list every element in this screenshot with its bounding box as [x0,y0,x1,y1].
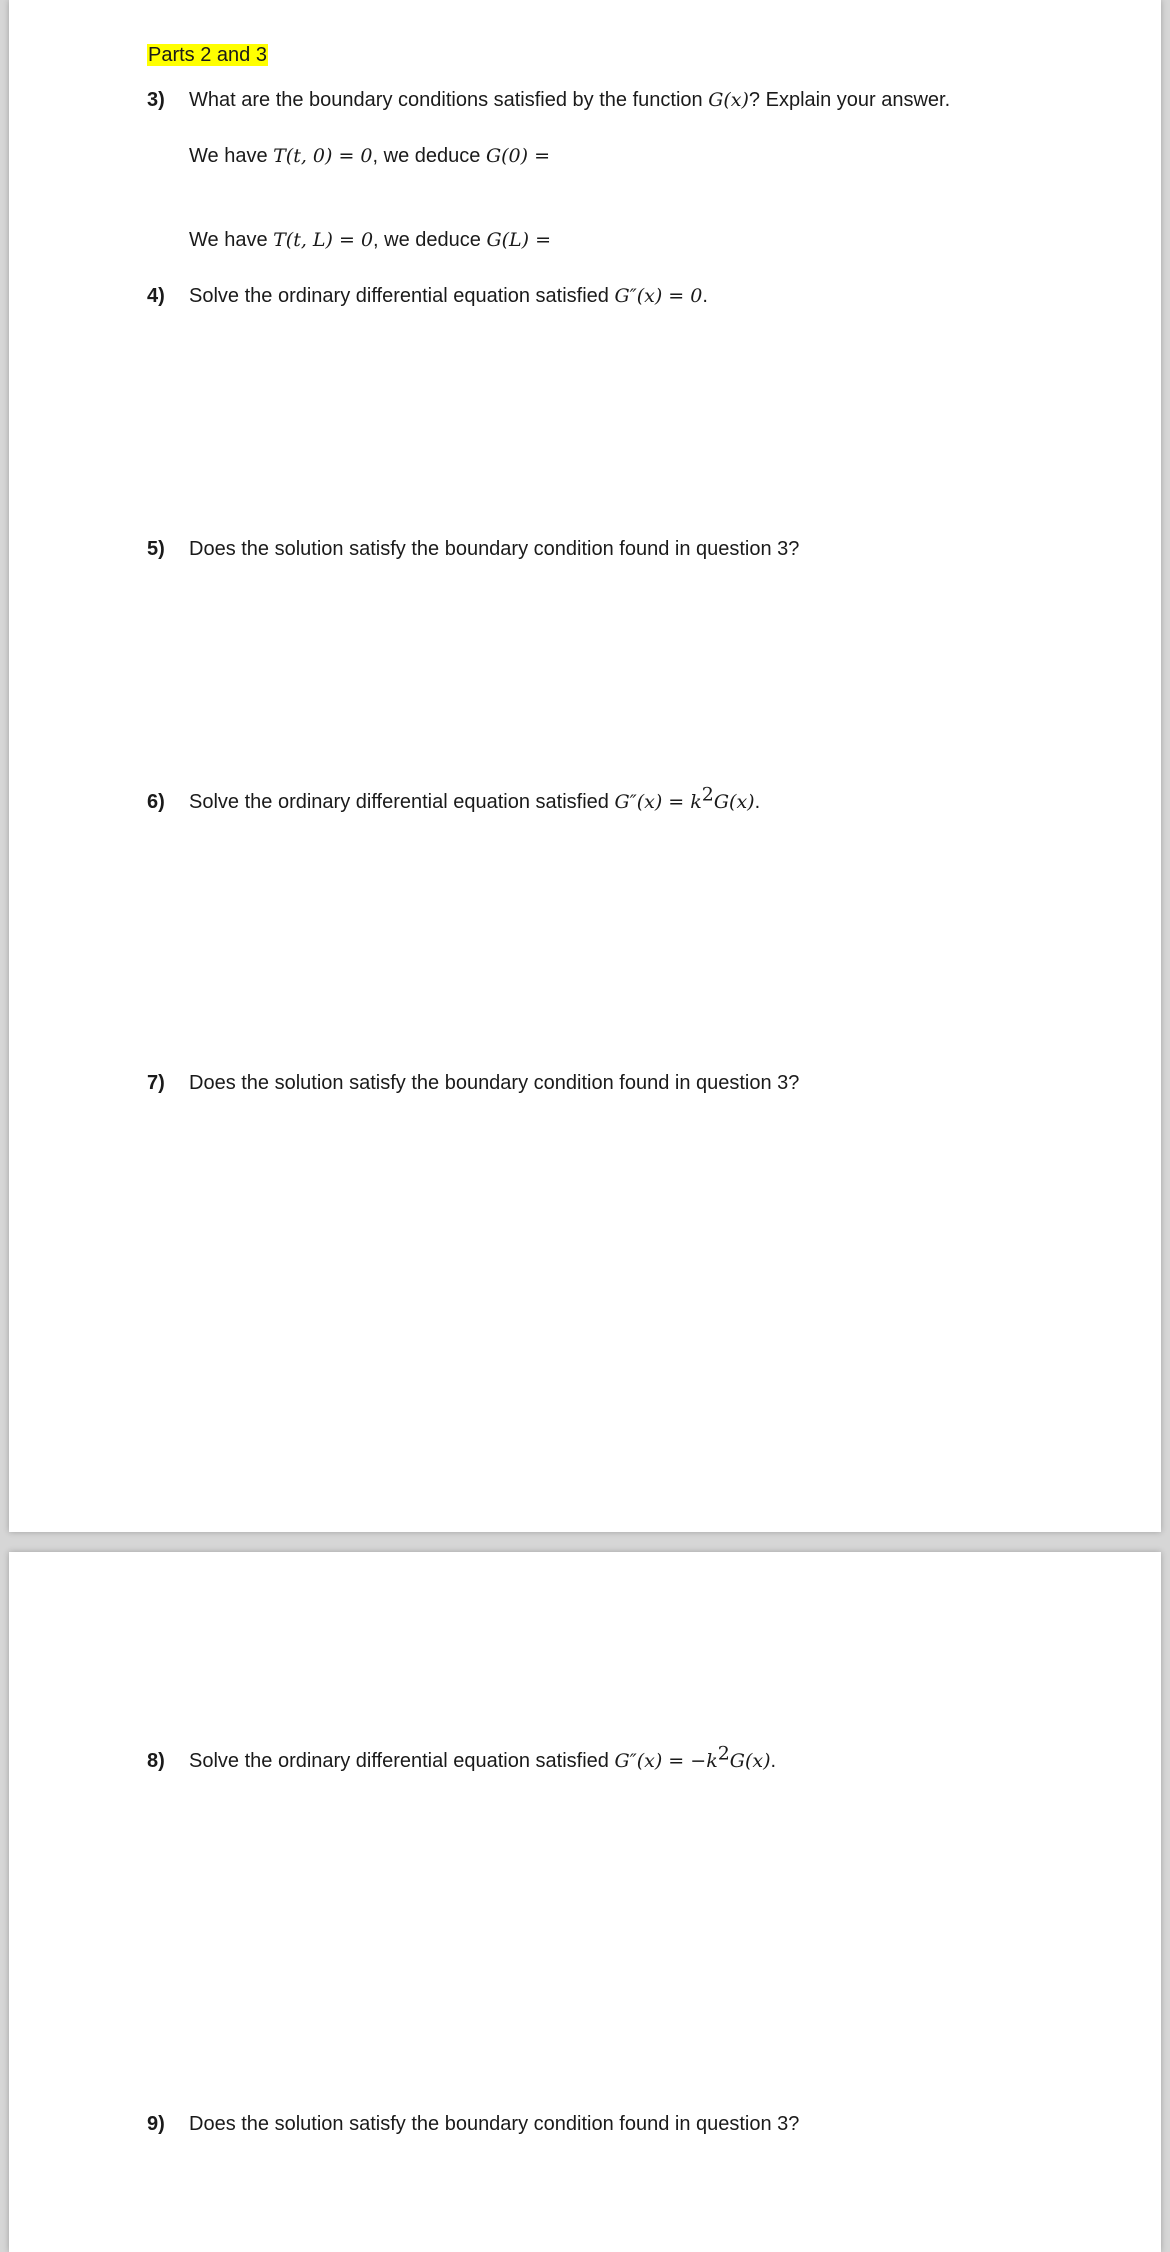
section-title [147,42,268,68]
document-page-2 [9,1552,1161,2252]
section-title-highlight: Parts 2 and 3 [148,44,267,66]
line-1-math-2: G(0) = [485,145,550,167]
question-6-math-a: G″(x) = k [614,791,702,813]
question-3-text-after: ? Explain your answer. [748,89,951,111]
line-2-text-mid: , we deduce [373,229,487,251]
question-6-text-before: Solve the ordinary differential equation satisfied [189,791,615,813]
question-3-math: G(x) [708,89,749,111]
question-8-math-b: G(x) [729,1750,771,1772]
question-4-number: 4) [147,285,165,307]
question-3-line-2 [189,227,551,253]
question-6-text [189,783,761,815]
question-5-number: 5) [147,538,165,560]
question-8-text [189,1742,777,1774]
question-3-text [189,87,950,113]
question-6-math-b: G(x) [713,791,755,813]
question-7-text: Does the solution satisfy the boundary condition found in question 3? [189,1072,800,1094]
line-1-math-1: T(t, 0) = 0 [273,145,373,167]
question-3-number: 3) [147,89,165,111]
question-3-text-before: What are the boundary conditions satisfied by the function [189,89,709,111]
question-4-text [189,283,708,309]
document-page-1 [9,0,1161,1532]
question-8-text-before: Solve the ordinary differential equation satisfied [189,1750,615,1772]
question-9-number: 9) [147,2113,165,2135]
question-6-sup: 2 [701,783,714,806]
question-8-sup: 2 [717,1742,730,1765]
question-9-text: Does the solution satisfy the boundary condition found in question 3? [189,2113,800,2135]
line-2-math-2: G(L) = [486,229,552,251]
question-4-text-after: . [702,285,708,307]
line-2-math-1: T(t, L) = 0 [273,229,374,251]
question-8-text-after: . [770,1750,777,1772]
question-8-math-a: G″(x) = −k [614,1750,718,1772]
line-1-text-before: We have [189,145,274,167]
question-7-number: 7) [147,1072,165,1094]
question-4-math: G″(x) = 0 [614,285,703,307]
question-3-line-1 [189,143,550,169]
question-4-text-before: Solve the ordinary differential equation satisfied [189,285,615,307]
question-6-number: 6) [147,791,165,813]
question-6-text-after: . [754,791,761,813]
line-2-text-before: We have [189,229,274,251]
question-5-text: Does the solution satisfy the boundary condition found in question 3? [189,538,800,560]
line-1-text-mid: , we deduce [372,145,486,167]
question-8-number: 8) [147,1750,165,1772]
